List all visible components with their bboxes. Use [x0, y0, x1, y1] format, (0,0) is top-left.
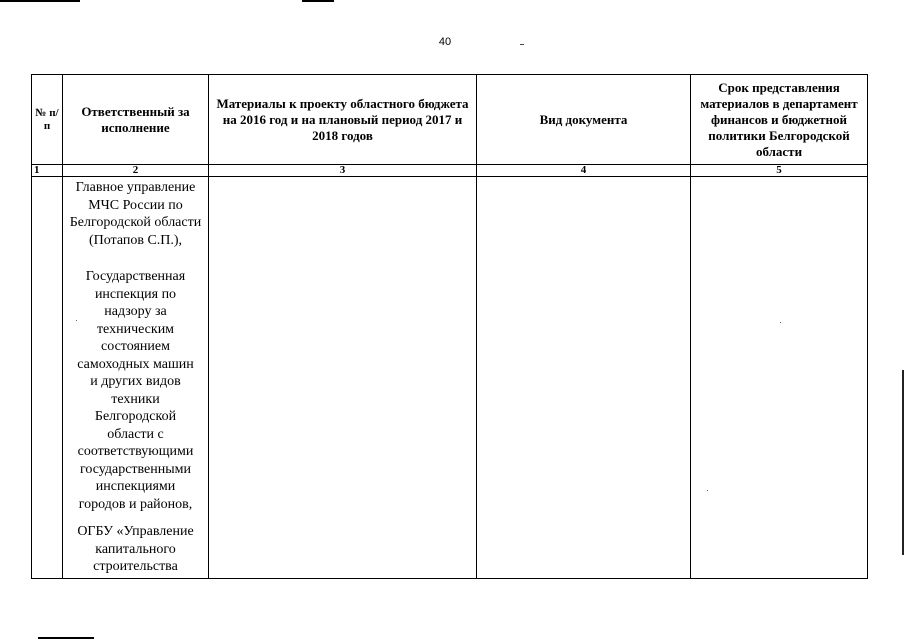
header-deadline: Срок представления материалов в департамент финансов и бюджетной политики Белгородской области	[691, 75, 868, 165]
column-number-4: 4	[477, 165, 691, 177]
column-number-2: 2	[63, 165, 209, 177]
column-number-1: 1	[32, 165, 63, 177]
document-type-cell	[477, 177, 691, 579]
materials-cell	[209, 177, 477, 579]
scan-mark-bottom-left	[38, 637, 94, 639]
header-responsible: Ответственный за исполнение	[63, 75, 209, 165]
table-header-row	[32, 75, 868, 165]
responsible-emergency-ministry: Главное управление МЧС России по Белгородской области (Потапов С.П.),	[69, 180, 202, 248]
page-number: 40	[438, 36, 452, 48]
scan-edge-right	[902, 370, 904, 555]
responsible-cell	[63, 177, 209, 579]
column-number-3: 3	[209, 165, 477, 177]
column-number-row	[32, 165, 868, 177]
row-number-cell	[32, 177, 63, 579]
responsible-capital-construction: ОГБУ «Управление капитального строительства	[77, 524, 194, 574]
header-number: № п/п	[32, 75, 63, 165]
deadline-cell	[691, 177, 868, 579]
scan-mark-top-center	[302, 0, 334, 2]
scan-dash	[520, 44, 524, 45]
column-number-5: 5	[691, 165, 868, 177]
scan-mark-top-left	[0, 0, 80, 2]
header-materials: Материалы к проекту областного бюджета на 2016 год и на плановый период 2017 и 2018 годов	[209, 75, 477, 165]
responsible-state-inspection: Государственная инспекция по надзору за техническим состоянием самоходных машин и других видов техники Белгородской области с соответствующими государственными инспекциями городов и районов,	[77, 269, 194, 512]
header-document-type: Вид документа	[477, 75, 691, 165]
budget-materials-table	[31, 74, 868, 579]
table-row	[32, 177, 868, 579]
